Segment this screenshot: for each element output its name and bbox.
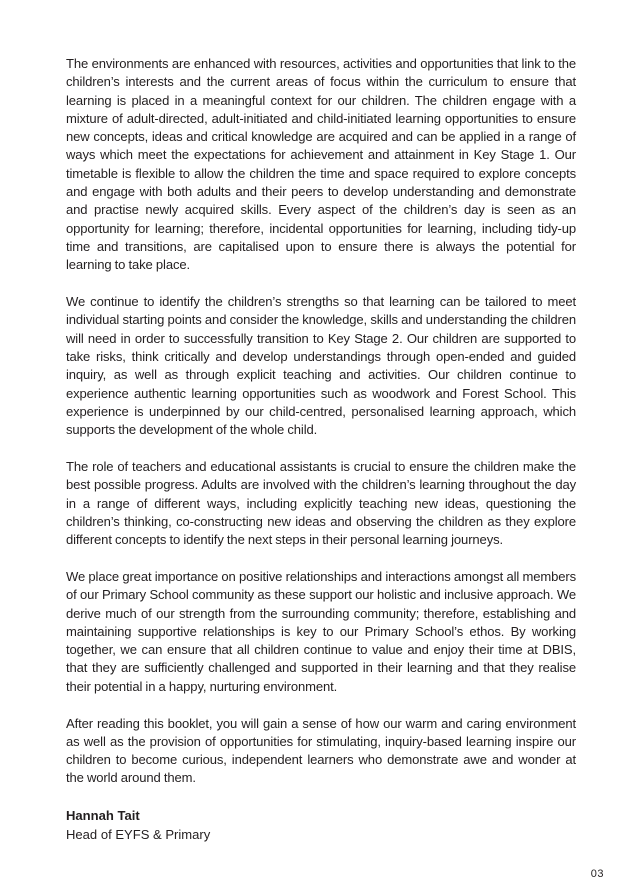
signature-title: Head of EYFS & Primary bbox=[66, 827, 211, 843]
signature-block bbox=[66, 806, 576, 844]
signature-name: Hannah Tait bbox=[66, 808, 140, 824]
paragraph-closing: After reading this booklet, you will gain a sense of how our warm and caring environment as well as the provision of opportunities for stimulating, inquiry-based learning inspire our children to become curious, independent learners who demonstrate awe and wonder at the world around them. bbox=[66, 715, 576, 786]
letter-body bbox=[66, 55, 576, 844]
paragraph-relationships: We place great importance on positive relationships and interactions amongst all members of our Primary School community as these support our holistic and inclusive approach. We derive much of our strength from the surrounding community; therefore, establishing and maintaining supportive relationships is key to our Primary School’s ethos. By working together, we can ensure that all children continue to value and enjoy their time at DBIS, that they are sufficiently challenged and supported in their learning and that they realise their potential in a happy, nurturing environment. bbox=[66, 568, 576, 694]
paragraph-role-of-teachers: The role of teachers and educational assistants is crucial to ensure the children make the best possible progress. Adults are involved with the children’s learning throughout the day in a range of different ways, including explicitly teaching new ideas, questioning the children’s thinking, co-constructing new ideas and observing the children as they explore different concepts to identify the next steps in their personal learning journeys. bbox=[66, 458, 576, 548]
page-number: 03 bbox=[590, 868, 604, 880]
paragraph-learning-environments: The environments are enhanced with resources, activities and opportunities that link to the children’s interests and the current areas of focus within the curriculum to ensure that learning is placed in a meaningful context for our children. The children engage with a mixture of adult-directed, adult-initiated and child-initiated learning opportunities to ensure new concepts, ideas and critical knowledge are acquired and can be applied in a range of ways which meet the expectations for achievement and attainment in Key Stage 1. Our timetable is flexible to allow the children the time and space required to explore concepts and engage with both adults and their peers to develop understanding and demonstrate and practise newly acquired skills. Every aspect of the children’s day is seen as an opportunity for learning; therefore, incidental opportunities for learning, including tidy-up time and transitions, are capitalised upon to ensure there is always the potential for learning to take place. bbox=[66, 56, 576, 273]
paragraph-children-strengths: We continue to identify the children’s strengths so that learning can be tailored to meet individual starting points and consider the knowledge, skills and understanding the children will need in order to successfully transition to Key Stage 2. Our children are supported to take risks, think critically and develop understandings through open-ended and guided inquiry, as well as through explicit teaching and activities. Our children continue to experience authentic learning opportunities such as woodwork and Forest School. This experience is underpinned by our child-centred, personalised learning approach, which supports the development of the whole child. bbox=[66, 294, 576, 438]
